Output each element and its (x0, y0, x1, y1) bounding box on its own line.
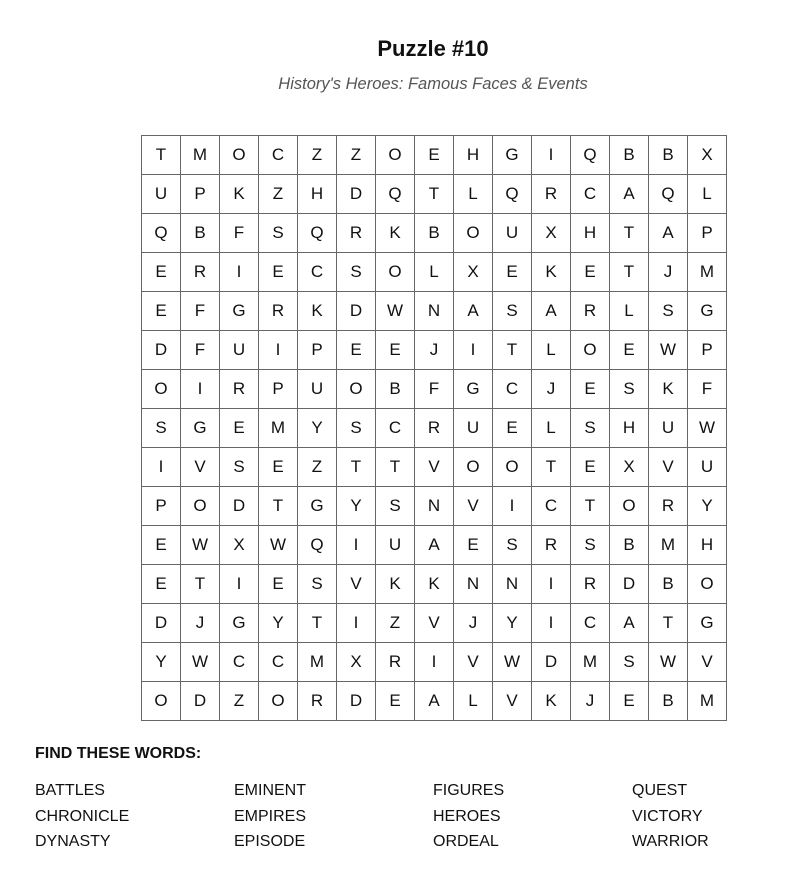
grid-cell: Z (376, 604, 415, 643)
grid-cell: K (376, 214, 415, 253)
grid-cell: O (337, 370, 376, 409)
grid-cell: E (376, 331, 415, 370)
grid-cell: Z (259, 175, 298, 214)
grid-cell: U (376, 526, 415, 565)
grid-cell: A (532, 292, 571, 331)
grid-cell: Z (298, 448, 337, 487)
grid-cell: D (220, 487, 259, 526)
grid-cell: J (649, 253, 688, 292)
grid-cell: I (493, 487, 532, 526)
grid-cell: D (532, 643, 571, 682)
grid-cell: B (649, 136, 688, 175)
grid-cell: D (142, 331, 181, 370)
grid-cell: G (688, 604, 727, 643)
grid-cell: F (181, 331, 220, 370)
grid-cell: N (415, 292, 454, 331)
grid-cell: J (532, 370, 571, 409)
grid-cell: P (688, 214, 727, 253)
find-words-heading: FIND THESE WORDS: (35, 745, 202, 762)
grid-cell: J (571, 682, 610, 721)
grid-cell: Y (142, 643, 181, 682)
grid-cell: J (181, 604, 220, 643)
grid-cell: S (493, 526, 532, 565)
grid-cell: E (493, 409, 532, 448)
grid-cell: I (259, 331, 298, 370)
grid-cell: R (181, 253, 220, 292)
grid-cell: M (688, 682, 727, 721)
grid-cell: J (415, 331, 454, 370)
grid-cell: O (220, 136, 259, 175)
grid-cell: N (415, 487, 454, 526)
grid-cell: L (454, 682, 493, 721)
word-item: EPISODE (234, 833, 306, 850)
grid-cell: F (415, 370, 454, 409)
grid-cell: U (454, 409, 493, 448)
grid-cell: X (337, 643, 376, 682)
grid-cell: W (649, 643, 688, 682)
grid-cell: P (298, 331, 337, 370)
grid-cell: D (337, 682, 376, 721)
grid-cell: J (454, 604, 493, 643)
grid-cell: T (415, 175, 454, 214)
grid-cell: V (181, 448, 220, 487)
grid-cell: V (415, 604, 454, 643)
grid-cell: O (688, 565, 727, 604)
grid-cell: L (610, 292, 649, 331)
word-item: HEROES (433, 807, 501, 825)
grid-cell: X (610, 448, 649, 487)
grid-cell: P (142, 487, 181, 526)
grid-cell: A (415, 526, 454, 565)
grid-row (142, 526, 727, 565)
grid-row (142, 292, 727, 331)
grid-cell: E (610, 682, 649, 721)
grid-cell: S (337, 253, 376, 292)
grid-cell: P (181, 175, 220, 214)
grid-cell: D (181, 682, 220, 721)
grid-cell: O (493, 448, 532, 487)
grid-cell: E (337, 331, 376, 370)
grid-row (142, 604, 727, 643)
grid-cell: K (415, 565, 454, 604)
grid-cell: U (142, 175, 181, 214)
grid-cell: D (337, 175, 376, 214)
grid-row (142, 565, 727, 604)
grid-cell: V (688, 643, 727, 682)
grid-cell: V (649, 448, 688, 487)
grid-cell: E (493, 253, 532, 292)
grid-cell: G (220, 292, 259, 331)
grid-cell: S (376, 487, 415, 526)
word-column (234, 782, 306, 859)
word-item: QUEST (632, 782, 688, 799)
grid-cell: A (610, 175, 649, 214)
grid-cell: T (532, 448, 571, 487)
grid-cell: V (337, 565, 376, 604)
grid-cell: D (142, 604, 181, 643)
grid-cell: I (415, 643, 454, 682)
grid-cell: L (415, 253, 454, 292)
grid-cell: T (142, 136, 181, 175)
grid-cell: E (142, 526, 181, 565)
grid-cell: R (571, 565, 610, 604)
grid-cell: T (610, 253, 649, 292)
grid-cell: I (220, 565, 259, 604)
grid-cell: E (610, 331, 649, 370)
grid-cell: X (454, 253, 493, 292)
grid-cell: S (610, 643, 649, 682)
grid-cell: S (610, 370, 649, 409)
grid-cell: S (298, 565, 337, 604)
grid-cell: B (649, 682, 688, 721)
grid-cell: T (571, 487, 610, 526)
grid-row (142, 214, 727, 253)
grid-cell: E (142, 253, 181, 292)
grid-cell: H (688, 526, 727, 565)
grid-cell: Z (220, 682, 259, 721)
grid-cell: I (337, 526, 376, 565)
grid-row (142, 487, 727, 526)
word-item: FIGURES (433, 782, 505, 799)
grid-cell: M (181, 136, 220, 175)
grid-cell: R (220, 370, 259, 409)
grid-cell: V (454, 643, 493, 682)
grid-cell: S (142, 409, 181, 448)
grid-cell: I (454, 331, 493, 370)
grid-cell: O (142, 370, 181, 409)
grid-cell: F (181, 292, 220, 331)
grid-cell: S (571, 526, 610, 565)
grid-cell: X (532, 214, 571, 253)
grid-cell: E (259, 448, 298, 487)
grid-cell: Q (649, 175, 688, 214)
grid-cell: Q (571, 136, 610, 175)
grid-row (142, 448, 727, 487)
grid-cell: Z (337, 136, 376, 175)
grid-cell: X (688, 136, 727, 175)
grid-cell: M (649, 526, 688, 565)
grid-cell: I (220, 253, 259, 292)
grid-cell: T (376, 448, 415, 487)
grid-row (142, 175, 727, 214)
grid-cell: O (181, 487, 220, 526)
grid-cell: B (610, 136, 649, 175)
grid-cell: P (688, 331, 727, 370)
grid-cell: I (142, 448, 181, 487)
grid-cell: K (649, 370, 688, 409)
grid-cell: E (220, 409, 259, 448)
grid-cell: Y (493, 604, 532, 643)
grid-cell: B (649, 565, 688, 604)
grid-cell: G (220, 604, 259, 643)
grid-row (142, 136, 727, 175)
grid-cell: B (415, 214, 454, 253)
grid-cell: O (454, 448, 493, 487)
grid-cell: Y (259, 604, 298, 643)
grid-cell: A (415, 682, 454, 721)
grid-cell: R (376, 643, 415, 682)
grid-cell: A (649, 214, 688, 253)
grid-cell: N (493, 565, 532, 604)
grid-cell: O (376, 136, 415, 175)
grid-cell: X (220, 526, 259, 565)
grid-cell: C (259, 643, 298, 682)
grid-cell: T (493, 331, 532, 370)
grid-cell: S (493, 292, 532, 331)
grid-cell: Q (298, 214, 337, 253)
grid-cell: B (181, 214, 220, 253)
grid-cell: C (571, 604, 610, 643)
grid-cell: Q (142, 214, 181, 253)
grid-cell: S (220, 448, 259, 487)
grid-row (142, 370, 727, 409)
grid-cell: D (337, 292, 376, 331)
letter-grid (141, 135, 727, 721)
grid-cell: L (454, 175, 493, 214)
grid-cell: C (532, 487, 571, 526)
grid-cell: L (688, 175, 727, 214)
word-item: BATTLES (35, 782, 105, 799)
grid-cell: W (181, 643, 220, 682)
grid-cell: O (571, 331, 610, 370)
grid-cell: N (454, 565, 493, 604)
puzzle-subtitle: History's Heroes: Famous Faces & Events (278, 75, 588, 93)
grid-cell: R (571, 292, 610, 331)
grid-row (142, 682, 727, 721)
grid-cell: I (532, 604, 571, 643)
grid-cell: S (571, 409, 610, 448)
grid-cell: F (220, 214, 259, 253)
grid-cell: H (571, 214, 610, 253)
grid-cell: E (376, 682, 415, 721)
grid-cell: C (220, 643, 259, 682)
grid-cell: U (298, 370, 337, 409)
grid-cell: E (142, 292, 181, 331)
grid-cell: T (259, 487, 298, 526)
grid-cell: O (376, 253, 415, 292)
grid-cell: I (532, 565, 571, 604)
grid-cell: E (454, 526, 493, 565)
grid-cell: W (649, 331, 688, 370)
grid-cell: W (376, 292, 415, 331)
word-column (35, 782, 129, 859)
word-item: CHRONICLE (35, 807, 130, 825)
word-column (632, 782, 709, 859)
grid-cell: U (688, 448, 727, 487)
grid-cell: U (649, 409, 688, 448)
grid-cell: T (181, 565, 220, 604)
grid-cell: T (298, 604, 337, 643)
grid-cell: G (688, 292, 727, 331)
grid-cell: R (259, 292, 298, 331)
grid-row (142, 253, 727, 292)
word-item: WARRIOR (632, 833, 709, 850)
grid-cell: D (610, 565, 649, 604)
grid-cell: K (220, 175, 259, 214)
grid-cell: O (259, 682, 298, 721)
grid-cell: Q (493, 175, 532, 214)
word-item: ORDEAL (433, 833, 499, 850)
grid-cell: M (688, 253, 727, 292)
grid-cell: U (220, 331, 259, 370)
grid-cell: K (298, 292, 337, 331)
grid-cell: O (142, 682, 181, 721)
grid-cell: W (688, 409, 727, 448)
grid-cell: T (337, 448, 376, 487)
grid-cell: V (415, 448, 454, 487)
grid-cell: H (298, 175, 337, 214)
grid-cell: H (454, 136, 493, 175)
grid-cell: K (376, 565, 415, 604)
grid-cell: V (454, 487, 493, 526)
grid-cell: R (532, 175, 571, 214)
grid-cell: R (532, 526, 571, 565)
grid-cell: I (337, 604, 376, 643)
grid-cell: G (181, 409, 220, 448)
grid-cell: G (298, 487, 337, 526)
grid-cell: M (298, 643, 337, 682)
grid-cell: C (571, 175, 610, 214)
grid-cell: Z (298, 136, 337, 175)
word-item: EMPIRES (234, 807, 307, 825)
grid-cell: R (415, 409, 454, 448)
grid-cell: Q (376, 175, 415, 214)
grid-cell: L (532, 331, 571, 370)
grid-cell: B (610, 526, 649, 565)
grid-cell: V (493, 682, 532, 721)
grid-cell: Q (298, 526, 337, 565)
grid-cell: C (493, 370, 532, 409)
grid-cell: R (337, 214, 376, 253)
grid-cell: A (454, 292, 493, 331)
grid-cell: G (493, 136, 532, 175)
grid-cell: L (532, 409, 571, 448)
grid-cell: S (649, 292, 688, 331)
grid-cell: E (571, 370, 610, 409)
grid-cell: Y (688, 487, 727, 526)
grid-cell: Y (298, 409, 337, 448)
grid-cell: O (454, 214, 493, 253)
grid-cell: Y (337, 487, 376, 526)
word-column (433, 782, 504, 859)
grid-row (142, 331, 727, 370)
grid-cell: M (259, 409, 298, 448)
grid-cell: E (571, 253, 610, 292)
puzzle-title: Puzzle #10 (377, 36, 489, 61)
grid-cell: R (298, 682, 337, 721)
grid-cell: W (181, 526, 220, 565)
grid-cell: S (337, 409, 376, 448)
grid-cell: W (259, 526, 298, 565)
grid-cell: C (259, 136, 298, 175)
grid-cell: C (298, 253, 337, 292)
grid-cell: R (649, 487, 688, 526)
grid-cell: B (376, 370, 415, 409)
grid-cell: H (610, 409, 649, 448)
grid-cell: E (259, 565, 298, 604)
grid-cell: K (532, 682, 571, 721)
grid-cell: M (571, 643, 610, 682)
grid-cell: E (415, 136, 454, 175)
grid-cell: E (571, 448, 610, 487)
grid-cell: I (181, 370, 220, 409)
grid-cell: F (688, 370, 727, 409)
grid-cell: S (259, 214, 298, 253)
word-item: VICTORY (632, 807, 703, 825)
grid-cell: T (649, 604, 688, 643)
grid-cell: E (142, 565, 181, 604)
grid-row (142, 643, 727, 682)
word-item: EMINENT (234, 782, 306, 799)
grid-row (142, 409, 727, 448)
grid-cell: A (610, 604, 649, 643)
word-item: DYNASTY (35, 833, 111, 850)
grid-cell: K (532, 253, 571, 292)
grid-cell: W (493, 643, 532, 682)
grid-cell: C (376, 409, 415, 448)
grid-cell: O (610, 487, 649, 526)
grid-cell: T (610, 214, 649, 253)
grid-cell: U (493, 214, 532, 253)
grid-cell: I (532, 136, 571, 175)
grid-cell: E (259, 253, 298, 292)
grid-cell: G (454, 370, 493, 409)
grid-cell: P (259, 370, 298, 409)
